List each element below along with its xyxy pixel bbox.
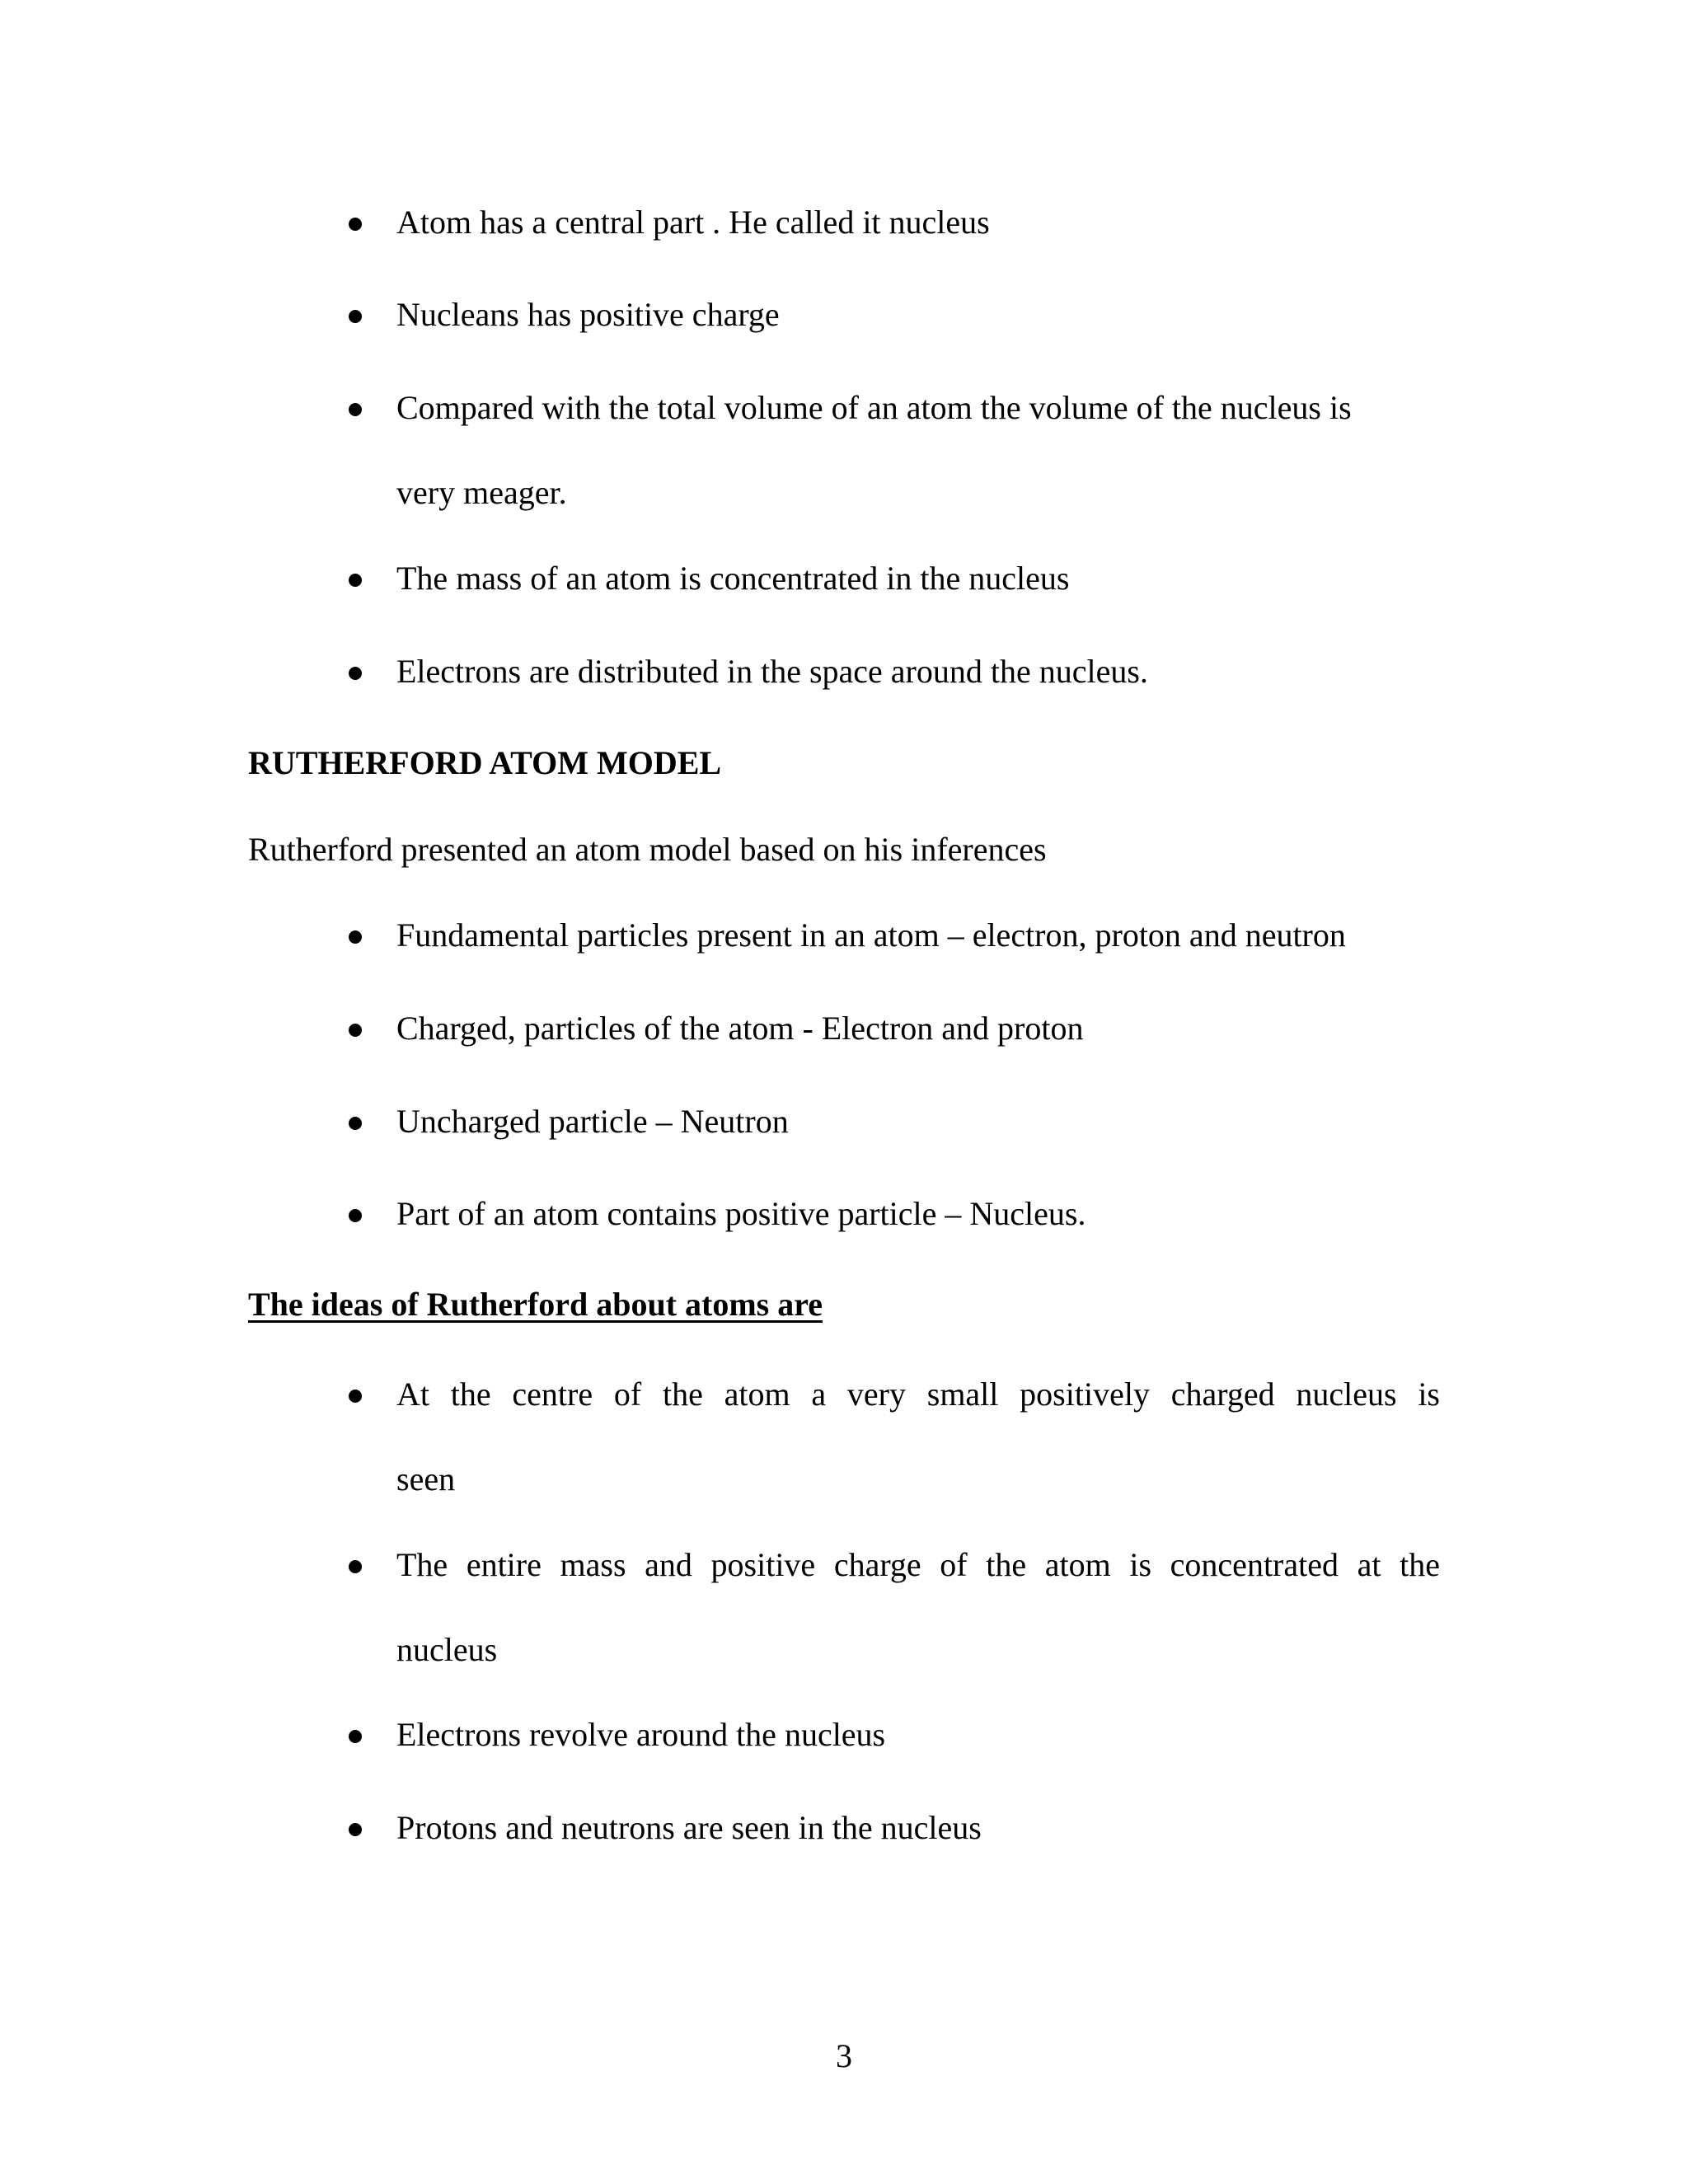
list-item-text: Electrons revolve around the nucleus (396, 1716, 886, 1753)
intro-paragraph: Rutherford presented an atom model based on his inferences (248, 831, 1047, 868)
bullet-icon (349, 574, 362, 587)
bullet-icon (349, 930, 362, 944)
bullet-icon (349, 1730, 362, 1743)
bullet-icon (349, 667, 362, 680)
bullet-icon (349, 1560, 362, 1573)
list-item-text: Compared with the total volume of an atom the volume of the nucleus is (396, 389, 1352, 426)
list-item-text: Part of an atom contains positive particle – Nucleus. (396, 1195, 1086, 1232)
list-item-text: Fundamental particles present in an atom – electron, proton and neutron (396, 916, 1346, 954)
section-heading: RUTHERFORD ATOM MODEL (248, 744, 722, 781)
bullet-icon (349, 403, 362, 416)
bullet-icon (349, 310, 362, 323)
bullet-icon (349, 218, 362, 231)
bullet-icon (349, 1024, 362, 1037)
list-item-text: Electrons are distributed in the space around the nucleus. (396, 653, 1148, 690)
bullet-icon (349, 1117, 362, 1130)
list-item-text: Nucleans has positive charge (396, 296, 780, 333)
page-number: 3 (836, 2037, 852, 2074)
list-item-text: The mass of an atom is concentrated in the nucleus (396, 560, 1070, 597)
list-item-text: Charged, particles of the atom - Electron and proton (396, 1010, 1084, 1047)
list-item-text: Uncharged particle – Neutron (396, 1103, 789, 1140)
list-item-text: At the centre of the atom a very small positively charged nucleus is (396, 1376, 1440, 1413)
bullet-icon (349, 1390, 362, 1403)
bullet-icon (349, 1823, 362, 1836)
list-item-continuation: very meager. (396, 474, 567, 511)
section-heading: The ideas of Rutherford about atoms are (248, 1286, 823, 1323)
list-item-text: The entire mass and positive charge of the atom is concentrated at the (396, 1546, 1440, 1583)
list-item-continuation: nucleus (396, 1631, 498, 1668)
list-item-continuation: seen (396, 1460, 456, 1497)
list-item-text: Atom has a central part . He called it nucleus (396, 204, 990, 241)
list-item-text: Protons and neutrons are seen in the nucleus (396, 1809, 982, 1846)
bullet-icon (349, 1209, 362, 1222)
